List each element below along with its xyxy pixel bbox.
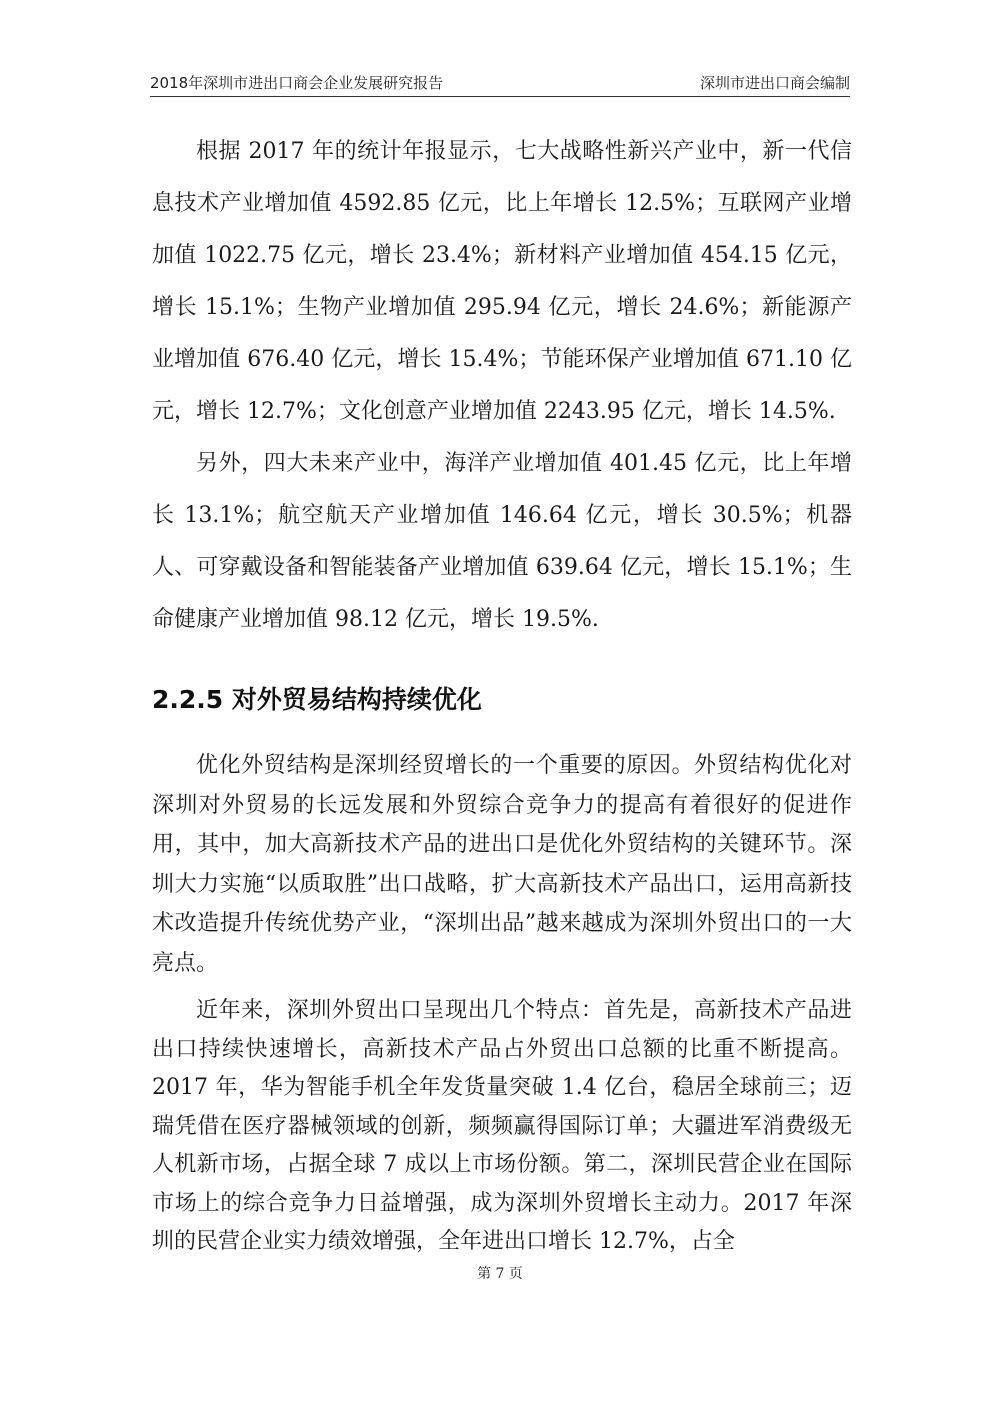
paragraph-export-features: 近年来，深圳外贸出口呈现出几个特点：首先是，高新技术产品进出口持续快速增长，高新技术产品占外贸出口总额的比重不断提高。2017 年，华为智能手机全年发货量突破 1.4 亿台，稳居全球前三；迈瑞凭借在医疗器械领域的创新，频频赢得国际订单；大疆进军消费级无人机新市场，占据全球 7 成以上市场份额。第二，深圳民营企业在国际市场上的综合竞争力日益增强，成为深圳外贸增长主动力。2017 年深圳的民营企业实力绩效增强，全年进出口增长 12.7%，占全: [152, 998, 852, 1254]
section-heading: 2.2.5 对外贸易结构持续优化: [152, 685, 482, 714]
paragraph-trade-structure: 优化外贸结构是深圳经贸增长的一个重要的原因。外贸结构优化对深圳对外贸易的长远发展和外贸综合竞争力的提高有着很好的促进作用，其中，加大高新技术产品的进出口是优化外贸结构的关键环节。深圳大力实施“以质取胜”出口战略，扩大高新技术产品出口，运用高新技术改造提升传统优势产业，“深圳出品”越来越成为深圳外贸出口的一大亮点。: [152, 753, 852, 976]
page-number: 第 7 页: [477, 1266, 523, 1282]
header-publisher: 深圳市进出口商会编制: [699, 74, 850, 92]
page-header: [150, 68, 850, 97]
paragraph-future-industries: 另外，四大未来产业中，海洋产业增加值 401.45 亿元，比上年增长 13.1%；航空航天产业增加值 146.64 亿元，增长 30.5%；机器人、可穿戴设备和智能装备产业增加值 639.64 亿元，增长 15.1%；生命健康产业增加值 98.12 亿元，增长 19.5%.: [152, 451, 852, 632]
header-report-title: 2018年深圳市进出口商会企业发展研究报告: [150, 74, 444, 92]
paragraph-strategic-industries: 根据 2017 年的统计年报显示，七大战略性新兴产业中，新一代信息技术产业增加值 4592.85 亿元，比上年增长 12.5%；互联网产业增加值 1022.75 亿元，增长 23.4%；新材料产业增加值 454.15 亿元，增长 15.1%；生物产业增加值 295.94 亿元，增长 24.6%；新能源产业增加值 676.40 亿元，增长 15.4%；节能环保产业增加值 671.10 亿元，增长 12.7%；文化创意产业增加值 2243.95 亿元，增长 14.5%.: [152, 139, 852, 424]
